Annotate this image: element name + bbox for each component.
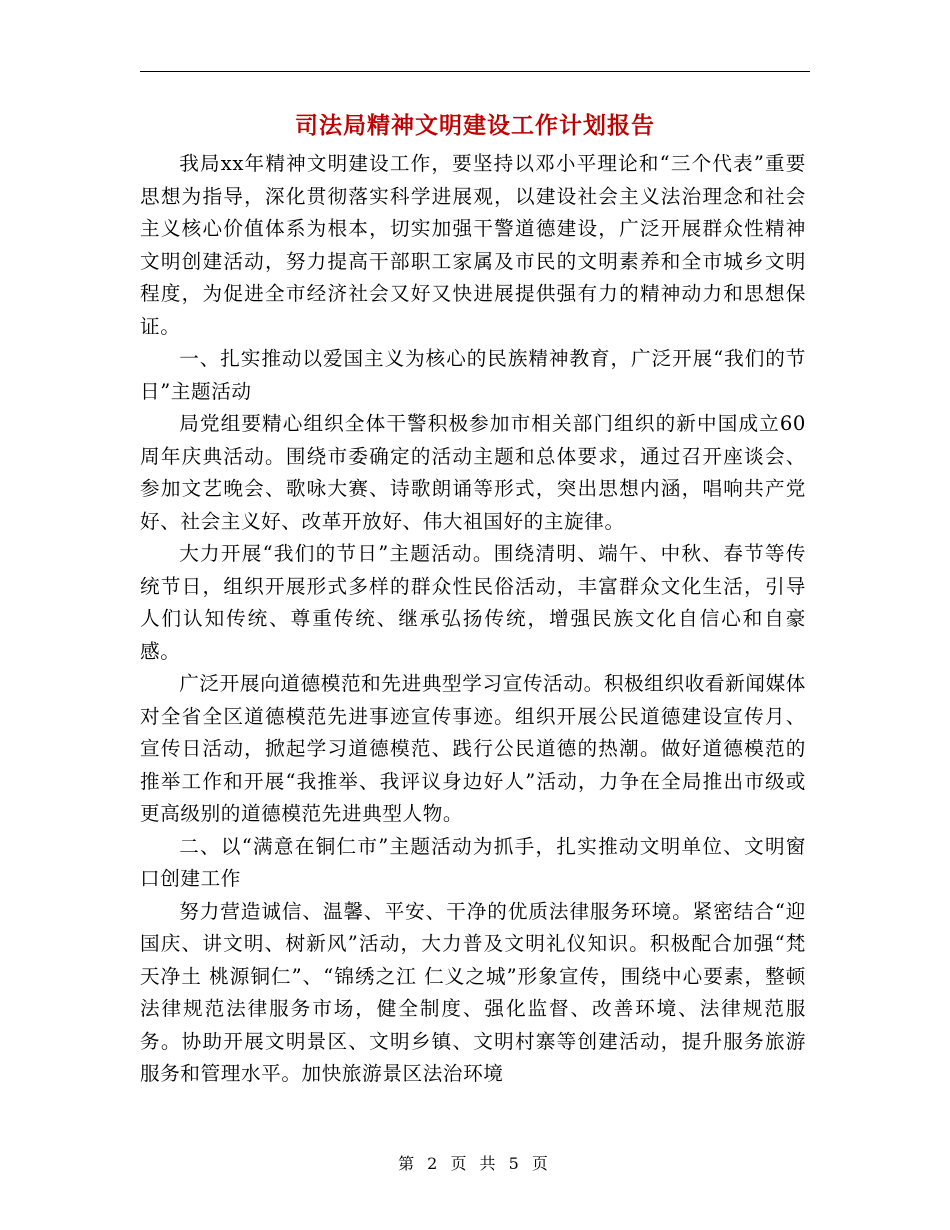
paragraph-intro: 我局xx年精神文明建设工作，要坚持以邓小平理论和“三个代表”重要思想为指导，深化贯彻落实科学进展观，以建设社会主义法治理念和社会主义核心价值体系为根本，切实加强干警道德建设，广泛开展群众性精神文明创建活动，努力提高干部职工家属及市民的文明素养和全市城乡文明程度，为促进全市经济社会又好又快进展提供强有力的精神动力和思想保证。 bbox=[140, 152, 806, 338]
paragraph-anniversary: 局党组要精心组织全体干警积极参加市相关部门组织的新中国成立60周年庆典活动。围绕市委确定的活动主题和总体要求，通过召开座谈会、参加文艺晚会、歌咏大赛、诗歌朗诵等形式，突出思想内涵，唱响共产党好、社会主义好、改革开放好、伟大祖国好的主旋律。 bbox=[140, 412, 806, 533]
section-heading-2: 二、以“满意在铜仁市”主题活动为抓手，扎实推动文明单位、文明窗口创建工作 bbox=[140, 834, 806, 890]
document-title: 司法局精神文明建设工作计划报告 bbox=[295, 112, 655, 139]
paragraph-service-environment: 努力营造诚信、温馨、平安、干净的优质法律服务环境。紧密结合“迎国庆、讲文明、树新风”活动，大力普及文明礼仪知识。积极配合加强“梵天净土 桃源铜仁”、“锦绣之江 仁义之城”形象宣传，围绕中心要素，整顿法律规范法律服务市场，健全制度、强化监督、改善环境、法律规范服务。协助开展文明景区、文明乡镇、文明村寨等创建活动，提升服务旅游服务和管理水平。加快旅游景区法治环境 bbox=[140, 899, 806, 1085]
paragraph-festivals: 大力开展“我们的节日”主题活动。围绕清明、端午、中秋、春节等传统节日，组织开展形式多样的群众性民俗活动，丰富群众文化生活，引导人们认知传统、尊重传统、继承弘扬传统，增强民族文化自信心和自豪感。 bbox=[140, 542, 806, 663]
document-body bbox=[140, 148, 806, 1091]
header-rule bbox=[140, 71, 810, 72]
page-number: 第 2 页 共 5 页 bbox=[398, 1154, 552, 1173]
paragraph-moral-models: 广泛开展向道德模范和先进典型学习宣传活动。积极组织收看新闻媒体对全省全区道德模范先进事迹宣传事迹。组织开展公民道德建设宣传月、宣传日活动，掀起学习道德模范、践行公民道德的热潮。做好道德模范的推举工作和开展“我推举、我评议身边好人”活动，力争在全局推出市级或更高级别的道德模范先进典型人物。 bbox=[140, 672, 806, 825]
section-heading-1: 一、扎实推动以爱国主义为核心的民族精神教育，广泛开展“我们的节日”主题活动 bbox=[140, 347, 806, 403]
